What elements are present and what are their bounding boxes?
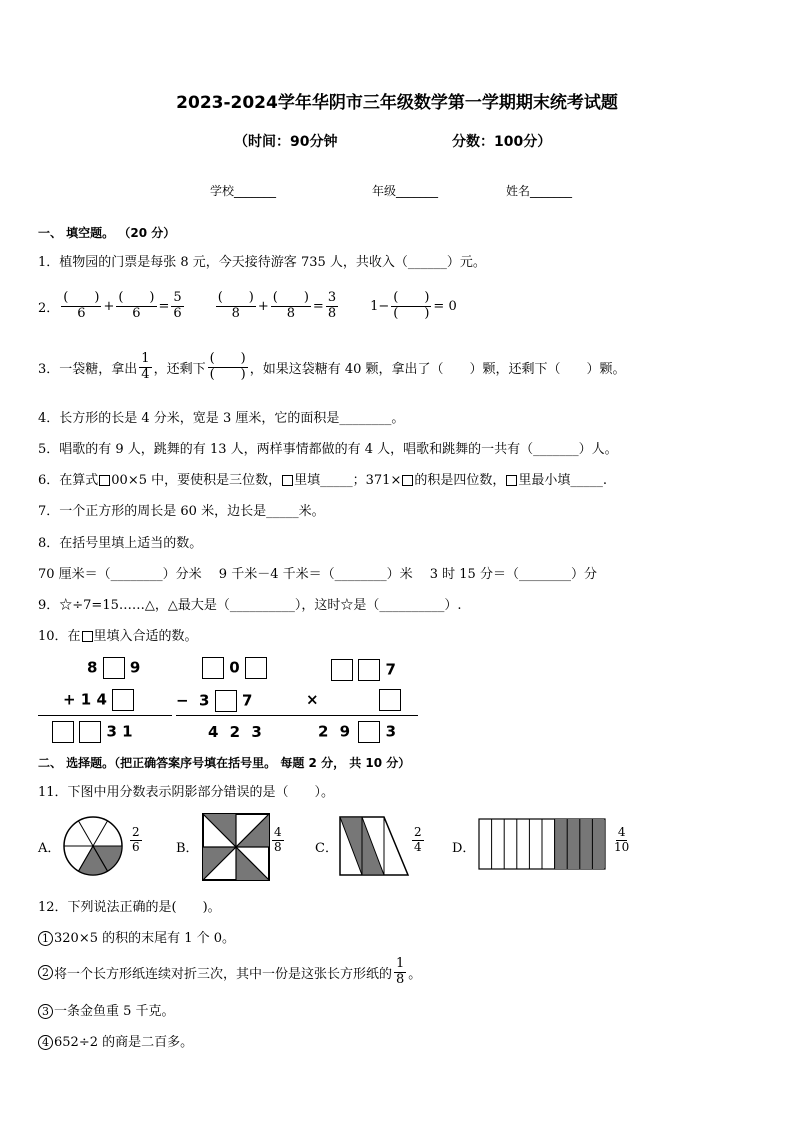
question-11: 11．下图中用分数表示阴影部分错误的是（ ）。: [38, 785, 335, 800]
parallelogram-figure: [338, 815, 410, 877]
blank-box: [402, 475, 413, 486]
q2-label: 2．: [38, 300, 60, 316]
multiplication-result: 2 9 3: [318, 721, 396, 743]
fraction: $\frac{( )}{6}$: [63, 289, 100, 321]
blank-box: [82, 631, 93, 642]
circled-number: 4: [38, 1035, 53, 1050]
fraction: $\frac{3}{8}$: [327, 289, 337, 321]
answer-box[interactable]: [215, 690, 237, 712]
grade-field: 年级_______: [372, 184, 439, 198]
option-a-fraction: $\frac{2}{6}$: [132, 825, 140, 854]
subtraction-row-2: − 3 7: [176, 690, 252, 712]
blank-box: [282, 475, 293, 486]
option-d-label: D．: [452, 841, 476, 856]
exam-time: （时间：90分钟: [234, 134, 338, 150]
option-d-fraction: $\frac{4}{10}$: [614, 825, 630, 854]
multiplication-line: [300, 715, 418, 716]
answer-box[interactable]: [358, 721, 380, 743]
subtraction-line: [176, 715, 300, 716]
blank-box: [99, 475, 110, 486]
circled-number: 3: [38, 1004, 53, 1019]
multiplication-row-1: 7: [331, 659, 396, 681]
fraction: $\frac{5}{6}$: [173, 289, 182, 321]
option-c-label: C．: [315, 841, 338, 856]
question-4: 4．长方形的长是 4 分米，宽是 3 厘米，它的面积是________。: [38, 411, 405, 426]
answer-box[interactable]: [379, 689, 401, 711]
question-3: 3．一袋糖，拿出 $\frac{1}{4}$ ，还剩下 $\frac{( )}{( )}$ ，如果这袋糖有 40 颗，拿出了（ ）颗，还剩下（ ）颗。: [38, 350, 626, 382]
addition-row-2: + 1 4: [63, 689, 134, 711]
question-5: 5．唱歌的有 9 人，跳舞的有 13 人，两样事情都做的有 4 人，唱歌和跳舞的一共有（_______）人。: [38, 442, 618, 457]
school-field: 学校_______: [210, 184, 277, 198]
addition-row-1: 8 9: [87, 657, 140, 679]
section-1-title: 一、 填空题。 （20 分）: [38, 226, 176, 240]
multiplication-row-2: ×: [306, 689, 401, 711]
answer-box[interactable]: [79, 721, 101, 743]
option-c-fraction: $\frac{2}{4}$: [414, 825, 422, 854]
question-8: 8．在括号里填上适当的数。: [38, 536, 203, 551]
fraction: $\frac{1}{8}$: [396, 955, 405, 987]
section-2-title: 二、 选择题。（把正确答案序号填在括号里。 每题 2 分， 共 10 分）: [38, 756, 411, 770]
answer-box[interactable]: [245, 657, 267, 679]
q12-option-1: 1 320×5 的积的末尾有 1 个 0。: [38, 927, 235, 946]
answer-box[interactable]: [331, 659, 353, 681]
q12-option-4: 4 652÷2 的商是二百多。: [38, 1031, 193, 1050]
answer-box[interactable]: [112, 689, 134, 711]
fraction: $\frac{( )}{8}$: [272, 289, 309, 321]
option-b-label: B．: [176, 841, 199, 856]
option-b-fraction: $\frac{4}{8}$: [274, 825, 282, 854]
fraction: $\frac{( )}{( )}$: [393, 289, 430, 321]
circled-number: 1: [38, 931, 53, 946]
question-2: 2． $\frac{( )}{6}$ + $\frac{( )}{6}$ = $\frac{5}{6}$ $\frac{( )}{8}$ + $\frac{( )}{8}$ = $\frac{3}{8}$ 1− $\frac{( )}{( )}$ = 0: [38, 289, 457, 321]
fraction: $\frac{( )}{6}$: [118, 289, 155, 321]
answer-box[interactable]: [52, 721, 74, 743]
q12-option-2: 2 将一个长方形纸连续对折三次，其中一份是这张长方形纸的 $\frac{1}{8}$ 。: [38, 952, 421, 992]
exam-score: 分数：100分）: [452, 134, 552, 150]
square-pinwheel-figure: [202, 813, 270, 881]
blank-box: [506, 475, 517, 486]
page-title: 2023-2024学年华阴市三年级数学第一学期期末统考试题: [176, 93, 618, 113]
circle-figure: [62, 815, 128, 877]
answer-box[interactable]: [358, 659, 380, 681]
question-6: 6．在算式 00×5 中，要使积是三位数， 里填_____；371× 的积是四位数， 里最小填_____.: [38, 473, 607, 488]
subtraction-row-1: 0: [202, 657, 267, 679]
option-a-label: A．: [38, 841, 61, 856]
addition-line: [38, 715, 172, 716]
fraction: $\frac{( )}{( )}$: [209, 350, 246, 382]
question-8-conversions: 70 厘米＝（________）分米 9 千米－4 千米＝（________）米 3 时 15 分＝（________）分: [38, 567, 597, 582]
name-field: 姓名_______: [506, 184, 573, 198]
circled-number: 2: [38, 965, 53, 980]
fraction: $\frac{( )}{8}$: [217, 289, 254, 321]
strip-figure: [478, 818, 608, 872]
q12-option-3: 3 一条金鱼重 5 千克。: [38, 1000, 175, 1019]
fraction: $\frac{1}{4}$: [141, 350, 150, 382]
question-1: 1．植物园的门票是每张 8 元，今天接待游客 735 人，共收入（______）元。: [38, 255, 486, 270]
answer-box[interactable]: [103, 657, 125, 679]
question-10: 10．在 里填入合适的数。: [38, 629, 198, 644]
question-12: 12．下列说法正确的是( )。: [38, 900, 221, 915]
question-9: 9．☆÷7=15……△，△最大是（__________），这时☆是（__________）.: [38, 598, 462, 613]
addition-result: 3 1: [52, 721, 133, 743]
subtraction-result: 4 2 3: [208, 723, 265, 741]
question-7: 7．一个正方形的周长是 60 米，边长是_____米。: [38, 504, 325, 519]
answer-box[interactable]: [202, 657, 224, 679]
